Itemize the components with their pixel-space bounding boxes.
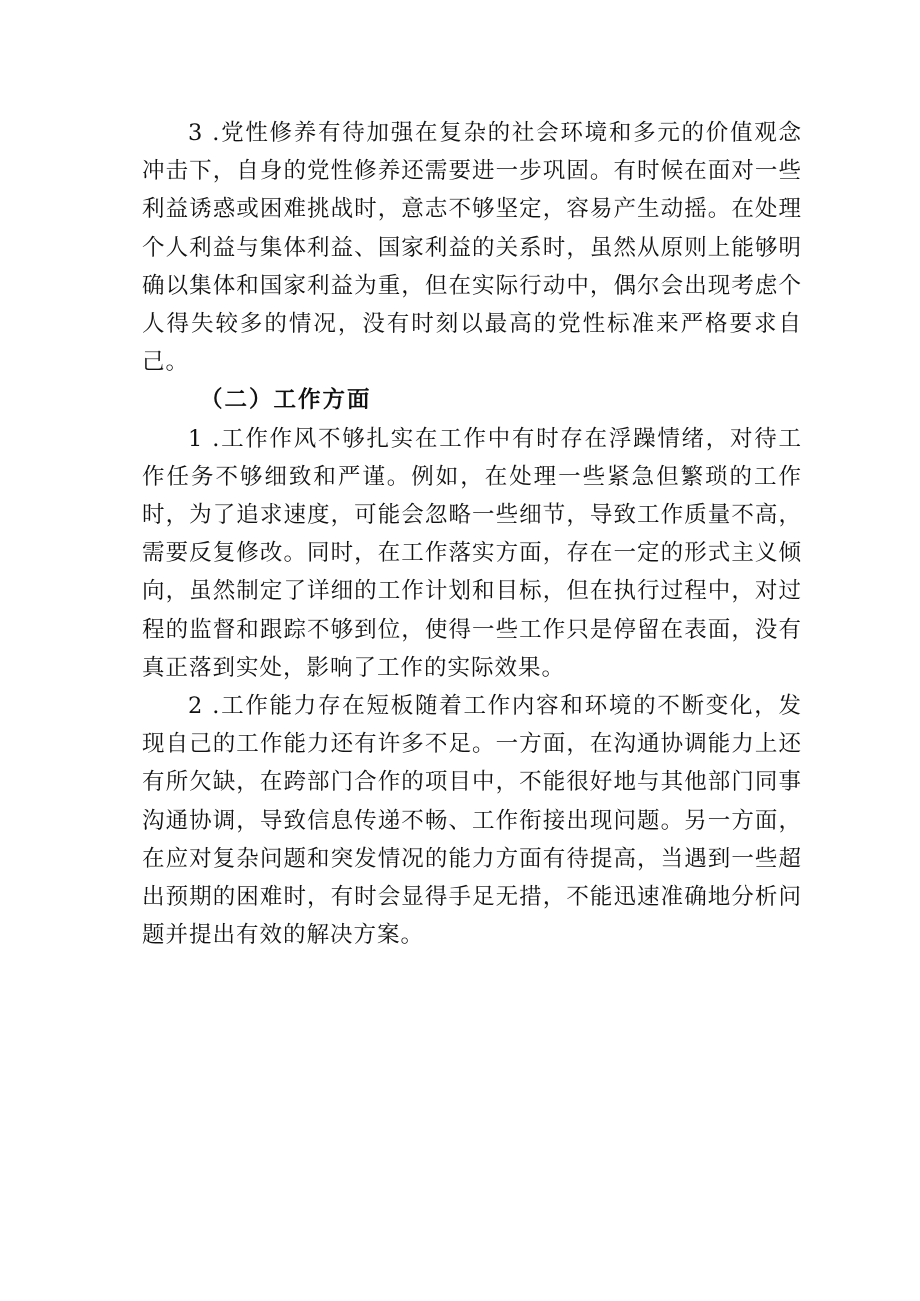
section-heading-work: （二）工作方面 bbox=[200, 387, 372, 414]
paragraph-work-ability: 2 .工作能力存在短板随着工作内容和环境的不断变化，发现自己的工作能力还有许多不足。一方面，在沟通协调能力上还有所欠缺，在跨部门合作的项目中，不能很好地与其他部门同事沟通协调，导致信息传递不畅、工作衔接出现问题。另一方面，在应对复杂问题和突发情况的能力方面有待提高，当遇到一些超出预期的困难时，有时会显得手足无措，不能迅速准确地分析问题并提出有效的解决方案。 bbox=[142, 693, 802, 949]
paragraph-work-style: 1 .工作作风不够扎实在工作中有时存在浮躁情绪，对待工作任务不够细致和严谨。例如，在处理一些紧急但繁琐的工作时，为了追求速度，可能会忽略一些细节，导致工作质量不高，需要反复修改。同时，在工作落实方面，存在一定的形式主义倾向，虽然制定了详细的工作计划和目标，但在执行过程中，对过程的监督和跟踪不够到位，使得一些工作只是停留在表面，没有真正落到实处，影响了工作的实际效果。 bbox=[142, 425, 802, 681]
document-body bbox=[142, 114, 802, 954]
paragraph-party-spirit: 3 .党性修养有待加强在复杂的社会环境和多元的价值观念冲击下，自身的党性修养还需要进一步巩固。有时候在面对一些利益诱惑或困难挑战时，意志不够坚定，容易产生动摇。在处理个人利益与集体利益、国家利益的关系时，虽然从原则上能够明确以集体和国家利益为重，但在实际行动中，偶尔会出现考虑个人得失较多的情况，没有时刻以最高的党性标准来严格要求自己。 bbox=[142, 120, 802, 376]
